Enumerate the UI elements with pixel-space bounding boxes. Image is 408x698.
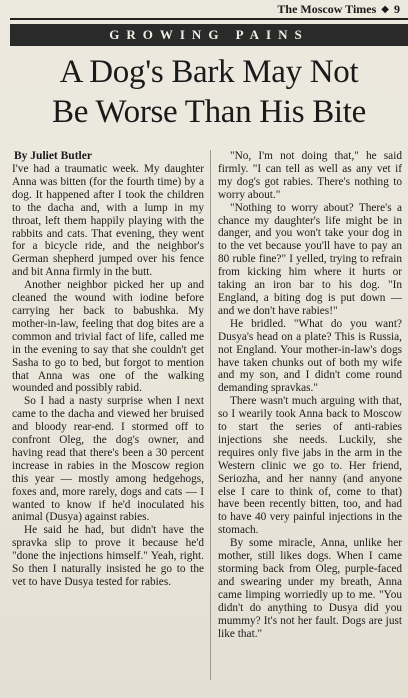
article-headline xyxy=(10,52,408,132)
section-banner: GROWING PAINS xyxy=(10,24,408,46)
publication-name: The Moscow Times xyxy=(277,1,377,16)
paragraph: By some miracle, Anna, unlike her mother, still likes dogs. When I came storming back from Oleg, purple-faced and swearing under my breath, Anna came limping worriedly up to me. "You didn't do anything to Dusya did you mummy? It's not her fault. Dogs are just like that." xyxy=(218,537,402,640)
paragraph: "Nothing to worry about? There's a chance my daughter's life might be in danger, and you won't take your dog in to the vet because you'll have to pay an 80 ruble fine?" I yelled, trying to refrain from kicking him where it hurts or taking an iron bar to his dog. "In England, a biting dog is put down — and we don't have rabies!" xyxy=(218,201,402,317)
paragraph: Another neighbor picked her up and cleaned the wound with iodine before carrying her back to babushka. My mother-in-law, feeling that dog bites are a common and trivial fact of life, called me in the evening to say that she couldn't get Sasha to go to bed, but forgot to mention that Anna was one of the walking wounded and possibly rabid. xyxy=(12,279,204,395)
article-column-left xyxy=(12,163,204,589)
header-rule xyxy=(10,18,408,20)
headline-line-1: A Dog's Bark May Not xyxy=(59,54,359,90)
column-divider xyxy=(210,150,211,680)
paragraph: He said he had, but didn't have the spravka slip to prove it because he'd "done the injections himself." Yeah, right. So then I naturally insisted he go to the vet to have Dusya tested for rabies. xyxy=(12,524,204,588)
byline: By Juliet Butler xyxy=(14,150,92,162)
headline-line-2: Be Worse Than His Bite xyxy=(52,94,366,130)
page-header xyxy=(0,0,408,18)
paragraph: He bridled. "What do you want? Dusya's head on a plate? This is Russia, not England. Your mother-in-law's dogs have taken chunks out of both my wife and my son, and I didn't come round demanding spravkas." xyxy=(218,317,402,395)
article-column-right xyxy=(218,150,402,640)
paragraph: I've had a traumatic week. My daughter Anna was bitten (for the fourth time) by a dog. It happened after I took the children to the dacha and, with a lump in my throat, left them happily playing with the rabbits and cats. That evening, they went for a bicycle ride, and the neighbor's German shepherd jumped over his fence and bit Anna firmly in the butt. xyxy=(12,163,204,279)
paragraph: There wasn't much arguing with that, so I wearily took Anna back to Moscow to start the series of anti-rabies injections she needs. Luckily, she requires only five jabs in the arm in the Western clinic we go to. Her friend, Seriozha, and her nanny (and anyone else I care to think of, come to that) have been recently bitten, too, and had to have 40 very painful injections in the stomach. xyxy=(218,395,402,537)
paragraph: So I had a nasty surprise when I next came to the dacha and viewed her bruised and bloody rear-end. I stormed off to confront Oleg, the dog's owner, and having read that there's been a 30 percent increase in rabies in the Moscow region this year — mostly among hedgehogs, foxes and, more rarely, dogs and cats — I wanted to know if he'd inoculated his animal (Dusya) against rabies. xyxy=(12,395,204,524)
paragraph: "No, I'm not doing that," he said firmly. "I can tell as well as any vet if my dog's got rabies. There's nothing to worry about." xyxy=(218,150,402,201)
page-number: 9 xyxy=(394,1,400,16)
diamond-icon: ◆ xyxy=(381,3,389,15)
